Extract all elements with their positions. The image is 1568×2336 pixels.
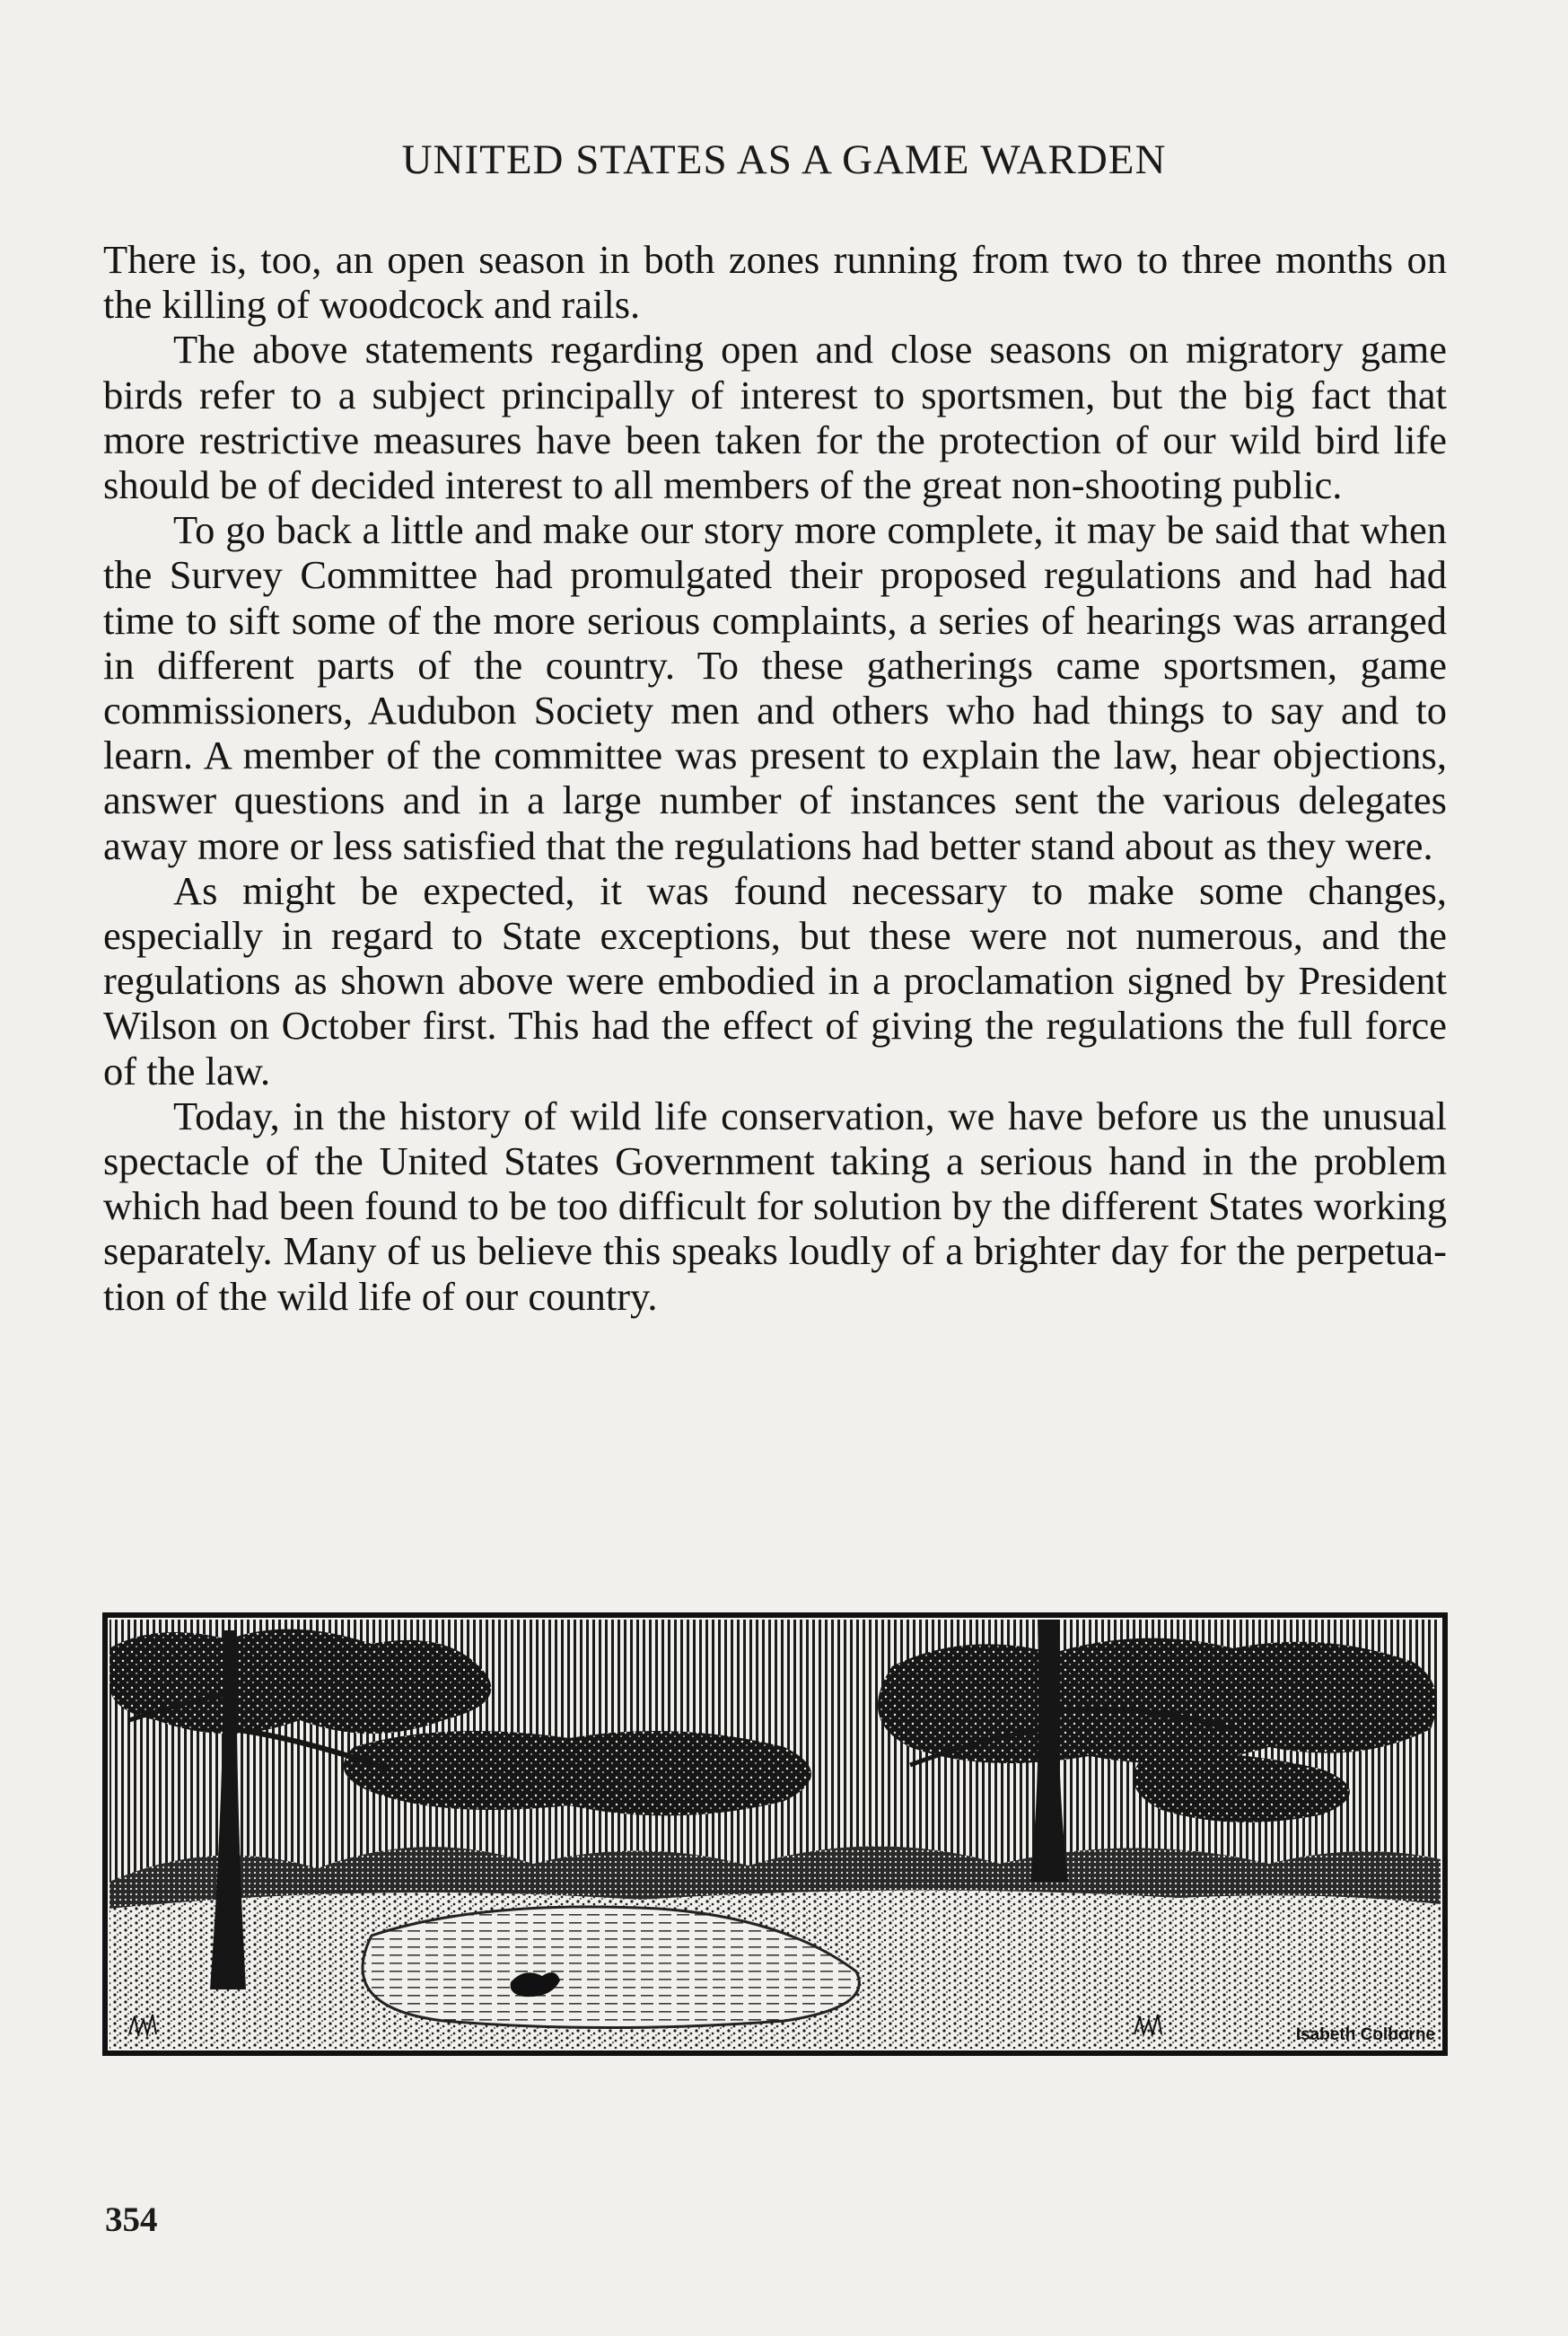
running-head: UNITED STATES AS A GAME WARDEN	[401, 136, 1167, 183]
paragraph-2: The above statements regarding open and close seasons on migratory game birds refer to a subject principally of interest to sportsmen, but the big fact that more restrictive measures have been taken for the protection of our wild bird life should be of decided interest to all members of the great non-shooting public.	[103, 327, 1447, 508]
middle-foliage	[344, 1731, 811, 1815]
artist-signature: Isabeth Colborne	[1295, 2025, 1435, 2044]
page-number: 354	[105, 2200, 158, 2239]
paragraph-5: Today, in the history of wild life conservation, we have before us the unusual spectacle of the United States Government taking a serious hand in the problem which had been found to be too difficult for solution by the different States working separately. Many of us believe this speaks loudly of a brighter day for the perpetuation of the wild life of our country.	[103, 1093, 1447, 1319]
body-text	[103, 237, 1447, 1319]
illustration-svg	[102, 1612, 1448, 2056]
paragraph-3: To go back a little and make our story more complete, it may be said that when the Survey Committee had promulgated their proposed regulations and had had time to sift some of the more serious complaints, a series of hearings was arranged in different parts of the country. To these gatherings came sportsmen, game commissioners, Audubon Society men and others who had things to say and to learn. A member of the committee was present to explain the law, hear objections, answer questions and in a large number of instances sent the various delegates away more or less satisfied that the regulations had better stand about as they were.	[103, 507, 1447, 868]
woodland-pond-illustration	[102, 1612, 1448, 2056]
paragraph-1: There is, too, an open season in both zones running from two to three months on the killing of woodcock and rails.	[103, 237, 1447, 328]
paragraph-4: As might be expected, it was found necessary to make some changes, especially in regard to State exceptions, but these were not numerous, and the regulations as shown above were embodied in a proclamation signed by President Wilson on October first. This had the effect of giving the regulations the full force of the law.	[103, 867, 1447, 1093]
left-tree-foliage	[109, 1629, 491, 1734]
right-tree-foliage	[878, 1638, 1437, 1763]
